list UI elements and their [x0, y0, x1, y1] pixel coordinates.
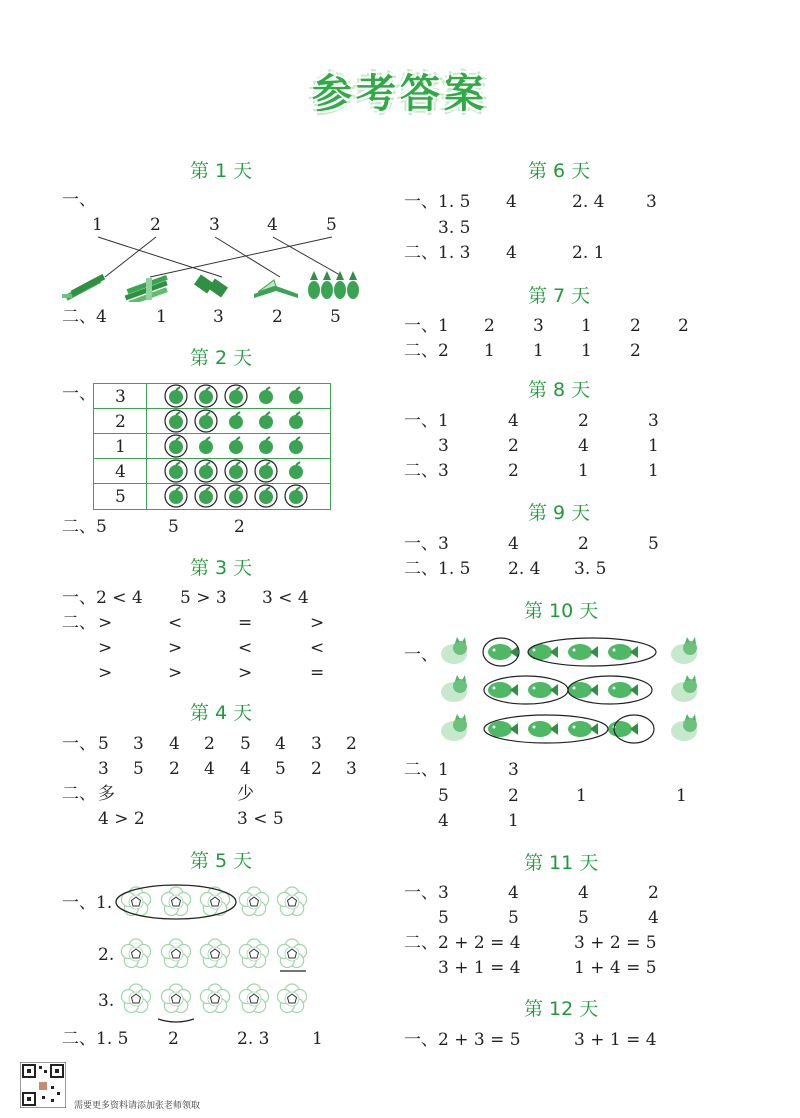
- day8-answer: 2: [508, 461, 519, 481]
- cat-icon: [441, 714, 467, 741]
- day3-q1-answer: 3 < 4: [262, 588, 309, 608]
- fish-icon: [528, 682, 558, 698]
- day1-q1-label: 一、: [62, 190, 96, 210]
- day3-compare: >: [168, 638, 183, 658]
- fish-icon: [568, 721, 598, 737]
- day3-compare: >: [310, 613, 325, 633]
- day9-answer: 一、3: [404, 534, 449, 554]
- day4-answer: 5: [240, 734, 251, 754]
- day3-compare: <: [238, 638, 253, 658]
- day6-answer: 二、1. 3: [404, 243, 471, 263]
- flower-icon: [277, 887, 306, 915]
- flower-icon: [161, 984, 190, 1012]
- fish-icon: [608, 721, 638, 737]
- day11-answer: 1 + 4 = 5: [574, 958, 657, 978]
- day4-q2-label: 二、: [62, 784, 96, 804]
- flower-icon: [121, 939, 150, 967]
- day5-part1-label: 一、1.: [62, 893, 113, 913]
- day5-q2-answer: 2: [168, 1029, 179, 1049]
- day6-title: 第 6 天: [528, 160, 591, 182]
- day11-answer: 3 + 2 = 5: [574, 933, 657, 953]
- day5-q2-answer: 二、1. 5: [62, 1029, 129, 1049]
- day10-answer: 3: [508, 760, 519, 780]
- day2-q2-answer: 5: [168, 517, 179, 537]
- flower-icon: [200, 984, 229, 1012]
- day10-answer: 1: [576, 786, 587, 806]
- day4-answer: 2: [169, 759, 180, 779]
- day8-answer: 二、3: [404, 461, 449, 481]
- flower-icon: [239, 887, 268, 915]
- day6-answer: 2. 1: [572, 243, 605, 263]
- day10-answer: 5: [438, 786, 449, 806]
- day8-answer: 4: [508, 411, 519, 431]
- day2-q1-label: 一、: [62, 384, 96, 404]
- day11-title: 第 11 天: [524, 852, 599, 874]
- day2-title: 第 2 天: [190, 347, 253, 369]
- day4-answer: 5: [275, 759, 286, 779]
- fish-icon: [568, 644, 598, 660]
- day1-number: 1: [92, 215, 103, 235]
- day3-title: 第 3 天: [190, 557, 253, 579]
- qr-code-icon: [20, 1062, 66, 1108]
- day7-answer: 1: [581, 341, 592, 361]
- flower-icon: [161, 939, 190, 967]
- day4-answer: 2: [204, 734, 215, 754]
- footer-note: 需要更多资料请添加张老师领取: [74, 1101, 201, 1111]
- day4-answer: 3: [133, 734, 144, 754]
- day3-q2-label: 二、: [62, 613, 96, 633]
- day7-answer: 2: [630, 341, 641, 361]
- day12-title: 第 12 天: [524, 998, 599, 1020]
- day4-answer: 5: [133, 759, 144, 779]
- flower-icon: [239, 984, 268, 1012]
- day11-answer: 3 + 1 = 4: [438, 958, 521, 978]
- day7-answer: 3: [533, 316, 544, 336]
- fish-icon: [488, 721, 518, 737]
- day8-answer: 一、1: [404, 411, 449, 431]
- day11-answer: 5: [438, 908, 449, 928]
- flower-icon: [121, 984, 150, 1012]
- day4-answer: 5: [98, 734, 109, 754]
- cat-icon: [671, 714, 697, 741]
- day1-q2-answer: 2: [272, 307, 283, 327]
- day6-answer: 4: [506, 243, 517, 263]
- cat-icon: [441, 637, 467, 664]
- day7-answer: 2: [630, 316, 641, 336]
- fish-icon: [608, 644, 638, 660]
- day2-row-number: 5: [115, 487, 126, 507]
- day4-q1-label: 一、: [62, 734, 96, 754]
- day2-row-number: 3: [115, 387, 126, 407]
- day1-number: 3: [209, 215, 220, 235]
- fish-icon: [528, 721, 558, 737]
- day11-answer: 4: [648, 908, 659, 928]
- day4-answer: 4: [169, 734, 180, 754]
- day1-q2-answer: 3: [213, 307, 224, 327]
- day8-answer: 1: [648, 461, 659, 481]
- day5-part3-label: 3.: [98, 991, 115, 1011]
- day7-answer: 2: [484, 316, 495, 336]
- day2-q2-answer: 2: [234, 517, 245, 537]
- flower-icon: [200, 939, 229, 967]
- day3-compare: <: [310, 638, 325, 658]
- day9-answer: 2. 4: [508, 559, 541, 579]
- fish-icon: [488, 682, 518, 698]
- day5-title: 第 5 天: [190, 850, 253, 872]
- day8-answer: 1: [578, 461, 589, 481]
- day2-row-number: 1: [115, 437, 126, 457]
- day7-title: 第 7 天: [528, 285, 591, 307]
- day7-answer: 1: [581, 316, 592, 336]
- day8-answer: 2: [578, 411, 589, 431]
- day1-q2-answer: 二、4: [62, 307, 107, 327]
- day3-compare: >: [238, 663, 253, 683]
- day9-answer: 4: [508, 534, 519, 554]
- day1-q2-answer: 5: [330, 307, 341, 327]
- flower-icon: [161, 887, 190, 915]
- day11-answer: 一、3: [404, 883, 449, 903]
- flower-icon: [277, 939, 306, 967]
- day10-answer: 2: [508, 786, 519, 806]
- day3-compare: =: [238, 613, 253, 633]
- day9-answer: 5: [648, 534, 659, 554]
- day1-number: 5: [326, 215, 337, 235]
- day8-answer: 3: [438, 436, 449, 456]
- cat-icon: [671, 675, 697, 702]
- day11-answer: 5: [508, 908, 519, 928]
- day6-answer: 一、1. 5: [404, 192, 471, 212]
- day4-q2-answer: 3 < 5: [237, 809, 284, 829]
- day4-title: 第 4 天: [190, 702, 253, 724]
- day2-q2-answer: 二、5: [62, 517, 107, 537]
- day5-q2-answer: 2. 3: [237, 1029, 270, 1049]
- day1-number: 2: [150, 215, 161, 235]
- day8-answer: 2: [508, 436, 519, 456]
- day4-answer: 3: [346, 759, 357, 779]
- day6-answer: 2. 4: [572, 192, 605, 212]
- day2-row-number: 2: [115, 412, 126, 432]
- flower-icon: [277, 984, 306, 1012]
- day1-q2-answer: 1: [156, 307, 167, 327]
- day8-answer: 1: [648, 436, 659, 456]
- day9-answer: 二、1. 5: [404, 559, 471, 579]
- day6-answer: 3: [646, 192, 657, 212]
- day10-q1-label: 一、: [404, 645, 438, 665]
- day9-answer: 3. 5: [574, 559, 607, 579]
- fish-icon: [488, 644, 518, 660]
- fish-icon: [608, 682, 638, 698]
- day9-title: 第 9 天: [528, 502, 591, 524]
- day6-answer: 4: [506, 192, 517, 212]
- day10-answer: 1: [508, 811, 519, 831]
- day7-answer: 二、2: [404, 341, 449, 361]
- page-title: 参考答案: [312, 71, 488, 117]
- day12-answer: 3 + 1 = 4: [574, 1030, 657, 1050]
- day3-compare: <: [168, 613, 183, 633]
- day3-compare: >: [98, 613, 113, 633]
- day12-answer: 一、2 + 3 = 5: [404, 1030, 521, 1050]
- day9-answer: 2: [578, 534, 589, 554]
- day11-answer: 4: [508, 883, 519, 903]
- answer-brace: [158, 1019, 194, 1022]
- day7-answer: 1: [533, 341, 544, 361]
- day4-answer: 4: [204, 759, 215, 779]
- day8-answer: 3: [648, 411, 659, 431]
- day1-number: 4: [267, 215, 278, 235]
- day7-answer: 1: [484, 341, 495, 361]
- day3-q1-answer: 5 > 3: [180, 588, 227, 608]
- day11-answer: 4: [578, 883, 589, 903]
- day10-answer: 4: [438, 811, 449, 831]
- day10-answer: 1: [676, 786, 687, 806]
- day3-compare: >: [168, 663, 183, 683]
- day7-answer: 一、1: [404, 316, 449, 336]
- day8-answer: 4: [578, 436, 589, 456]
- day8-title: 第 8 天: [528, 379, 591, 401]
- day4-answer: 2: [311, 759, 322, 779]
- day4-answer: 3: [311, 734, 322, 754]
- cat-icon: [671, 637, 697, 664]
- day3-compare: =: [310, 663, 325, 683]
- cat-icon: [441, 675, 467, 702]
- day4-answer: 2: [346, 734, 357, 754]
- day7-answer: 2: [678, 316, 689, 336]
- day1-title: 第 1 天: [190, 160, 253, 182]
- day4-q2-answer: 多: [98, 784, 115, 804]
- fish-icon: [568, 682, 598, 698]
- day5-part2-label: 2.: [98, 945, 115, 965]
- day3-compare: >: [98, 663, 113, 683]
- day4-answer: 4: [275, 734, 286, 754]
- day11-answer: 2: [648, 883, 659, 903]
- day4-q2-answer: 4 > 2: [98, 809, 145, 829]
- day5-q2-answer: 1: [312, 1029, 323, 1049]
- day10-answer: 二、1: [404, 760, 449, 780]
- day3-q1-answer: 一、2 < 4: [62, 588, 143, 608]
- day10-title: 第 10 天: [524, 600, 599, 622]
- day11-answer: 二、2 + 2 = 4: [404, 933, 521, 953]
- day3-compare: >: [98, 638, 113, 658]
- flower-icon: [239, 939, 268, 967]
- day4-q2-answer: 少: [237, 784, 254, 804]
- day2-row-number: 4: [115, 462, 126, 482]
- day6-answer: 3. 5: [438, 218, 471, 238]
- day11-answer: 5: [578, 908, 589, 928]
- day4-answer: 4: [240, 759, 251, 779]
- day4-answer: 3: [98, 759, 109, 779]
